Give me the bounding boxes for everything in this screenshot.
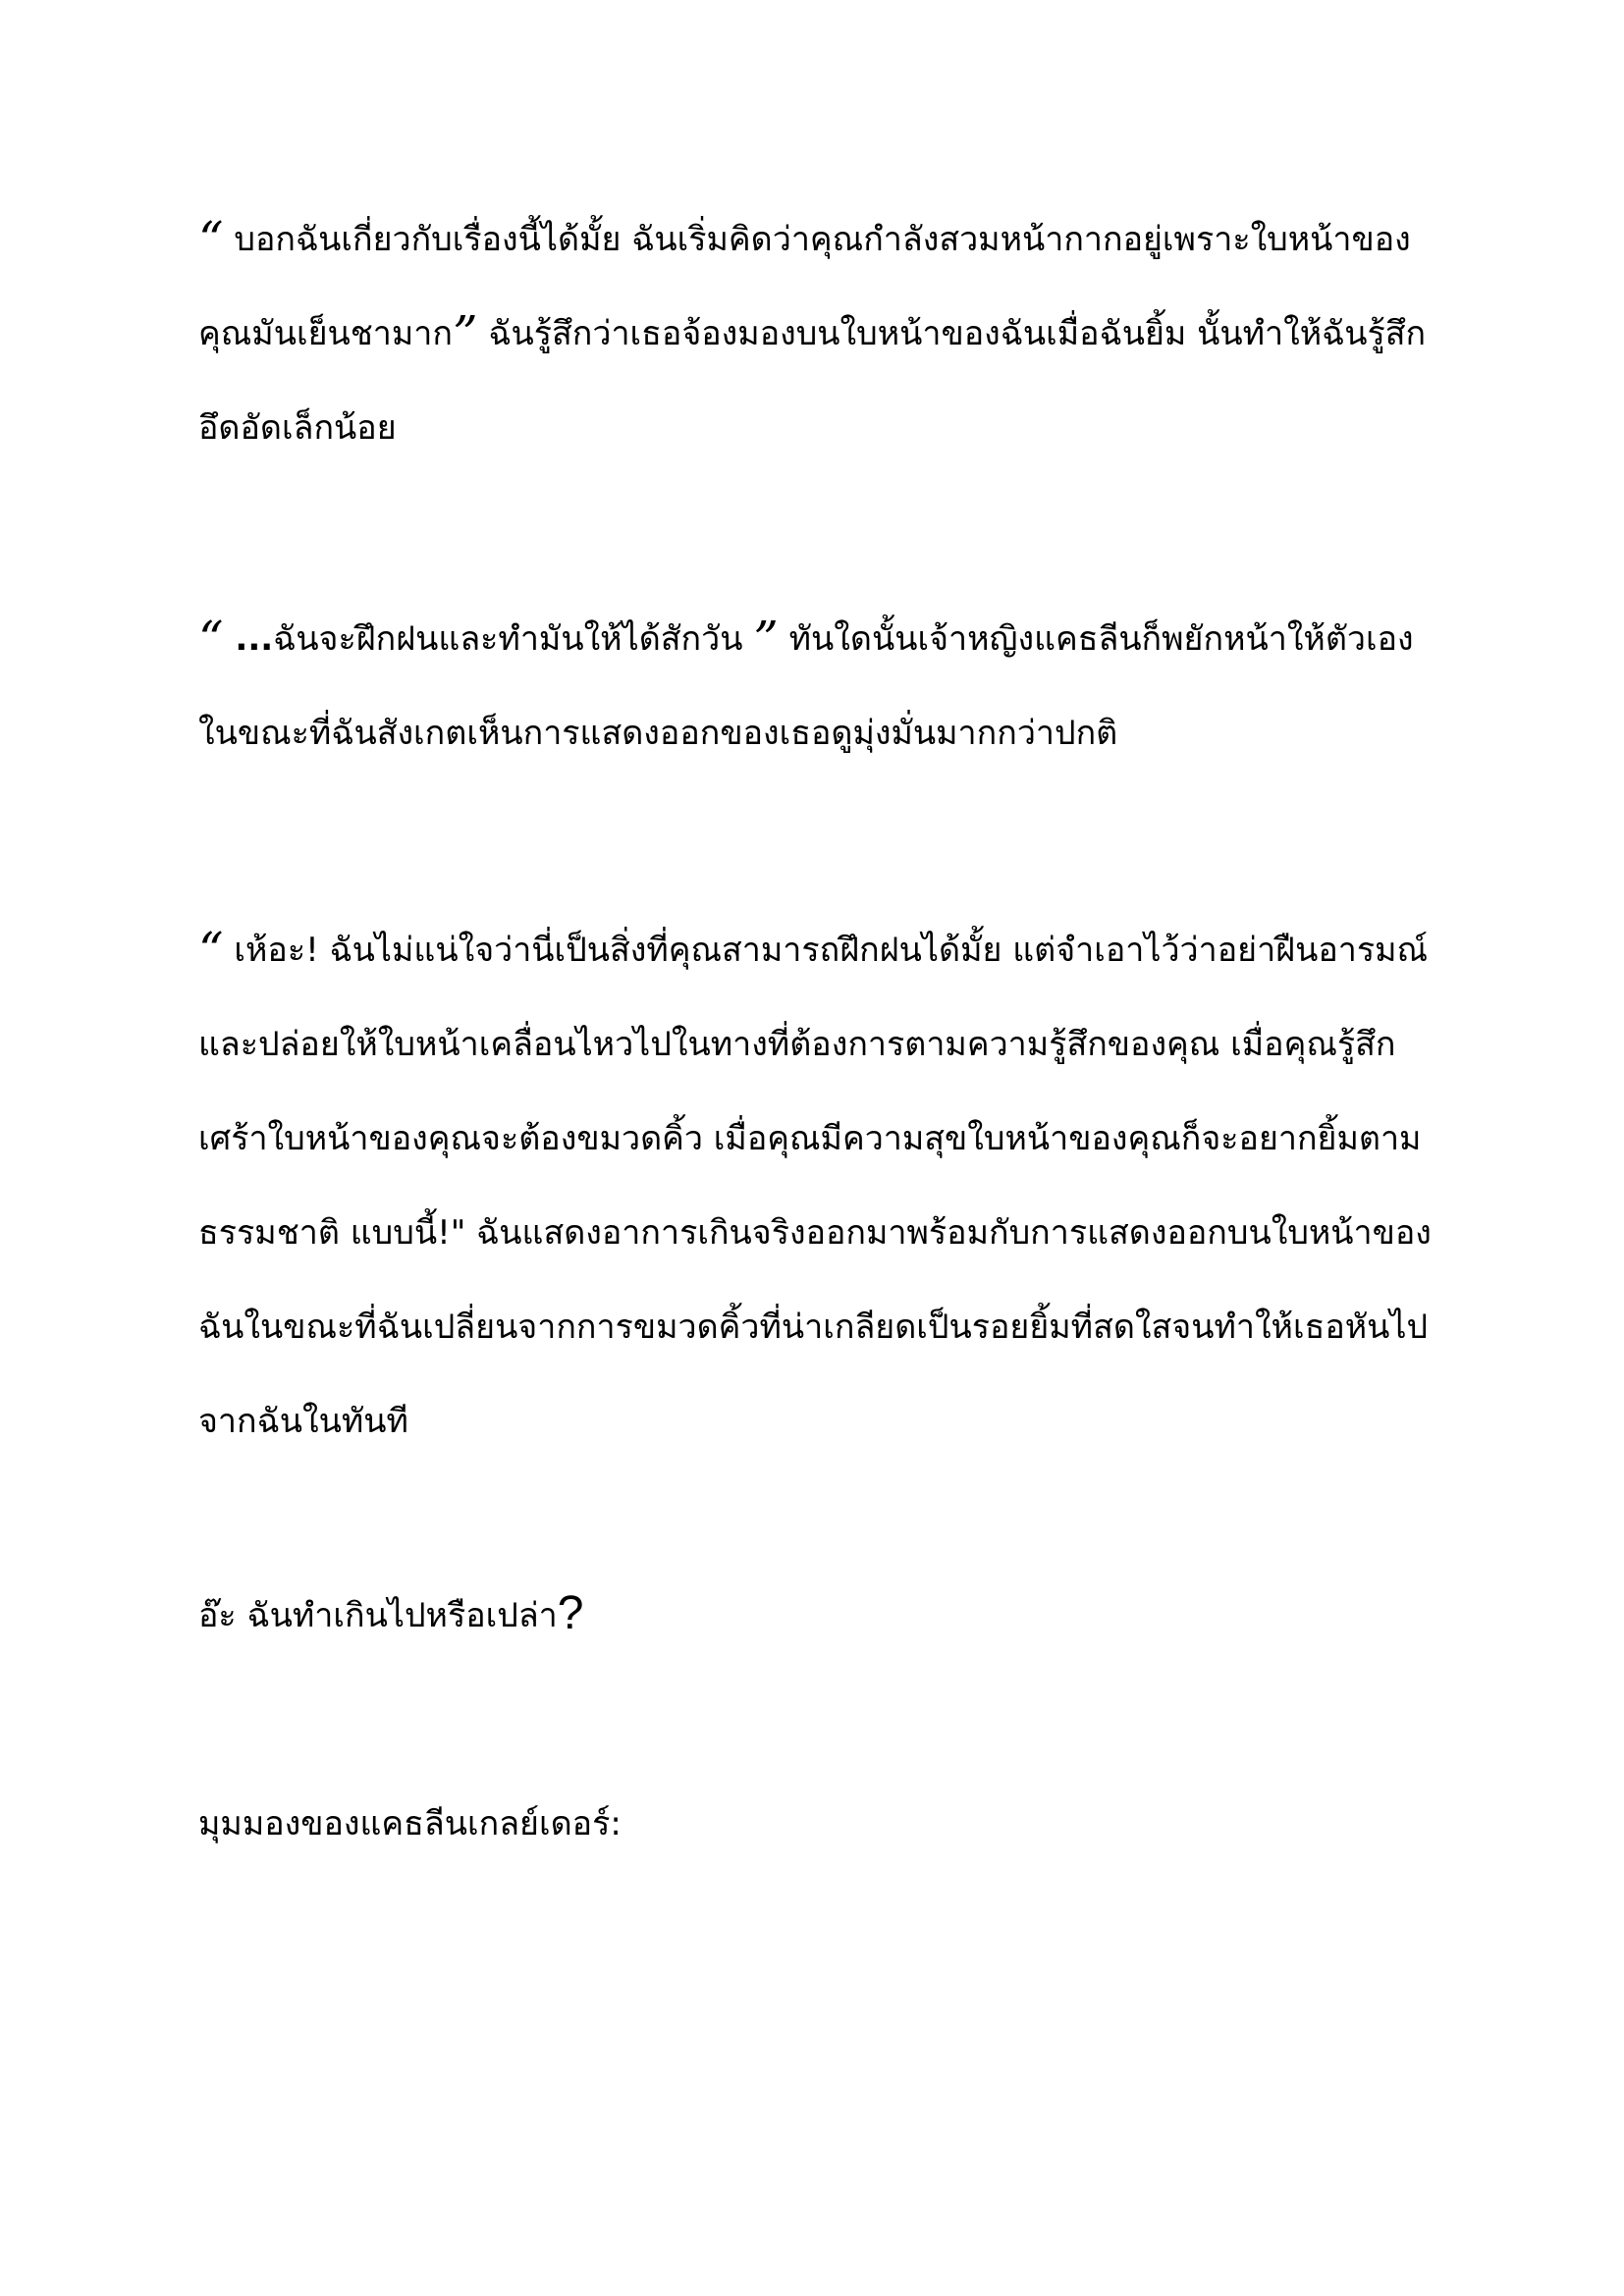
pov-label: มุมมองของแคธลีนเกลย์เดอร์: <box>198 1804 622 1843</box>
narration-text: ฉันรู้สึกว่าเธอจ้องมองบนใบหน้าของฉันเมื่อฉันยิ้ม นั้นทำให้ฉันรู้สึกอึดอัดเล็กน้อย <box>198 314 1427 448</box>
dialogue-text: ฉันจะฝึกฝนและทำมันให้ได้สักวัน <box>273 619 754 659</box>
close-quote: ” <box>452 305 478 362</box>
paragraph-3 <box>198 903 1435 1468</box>
ellipsis: ... <box>223 619 274 659</box>
narration-text: อ๊ะ ฉันทำเกินไปหรือเปล่า <box>198 1596 558 1635</box>
open-quote: “ <box>198 611 224 667</box>
open-quote: “ <box>198 922 224 979</box>
paragraph-4 <box>198 1567 1435 1663</box>
open-quote: “ <box>198 211 224 268</box>
section-heading <box>198 1777 1435 1871</box>
dialogue-text: บอกฉันเกี่ยวกับเรื่องนี้ได้มั้ย ฉันเริ่มคิดว่าคุณกำลังสวมหน้ากากอยู่เพราะใบหน้าของคุณมันเย็นชามาก <box>198 220 1411 353</box>
question-mark: ? <box>557 1587 584 1639</box>
paragraph-1 <box>198 192 1435 475</box>
close-quote: ” <box>753 611 779 667</box>
dialogue-text: เห้อะ! ฉันไม่แน่ใจว่านี่เป็นสิ่งที่คุณสามารถฝึกฝนได้มั้ย แต่จำเอาไว้ว่าอย่าฝืนอารมณ์และปล่อยให้ใบหน้าเคลื่อนไหวไปในทางที่ต้องการตามความรู้สึกของคุณ เมื่อคุณรู้สึกเศร้าใบหน้าของคุณจะต้องขมวดคิ้ว เมื่อคุณมีความสุขใบหน้าของคุณก็จะอยากยิ้มตามธรรมชาติ แบบนี้!" ฉันแสดงอาการเกินจริงออกมาพร้อมกับการแสดงออกบนใบหน้าของฉันในขณะที่ฉันเปลี่ยนจากการขมวดคิ้วที่น่าเกลียดเป็นรอยยิ้มที่สดใสจนทำให้เธอหันไปจากฉันในทันที <box>198 931 1432 1441</box>
paragraph-2 <box>198 592 1435 780</box>
narration-text: ทันใดนั้นเจ้าหญิงแคธลีนก็พยักหน้าให้ตัวเองในขณะที่ฉันสังเกตเห็นการแสดงออกของเธอดูมุ่งมั่นมากกว่าปกติ <box>198 619 1414 753</box>
